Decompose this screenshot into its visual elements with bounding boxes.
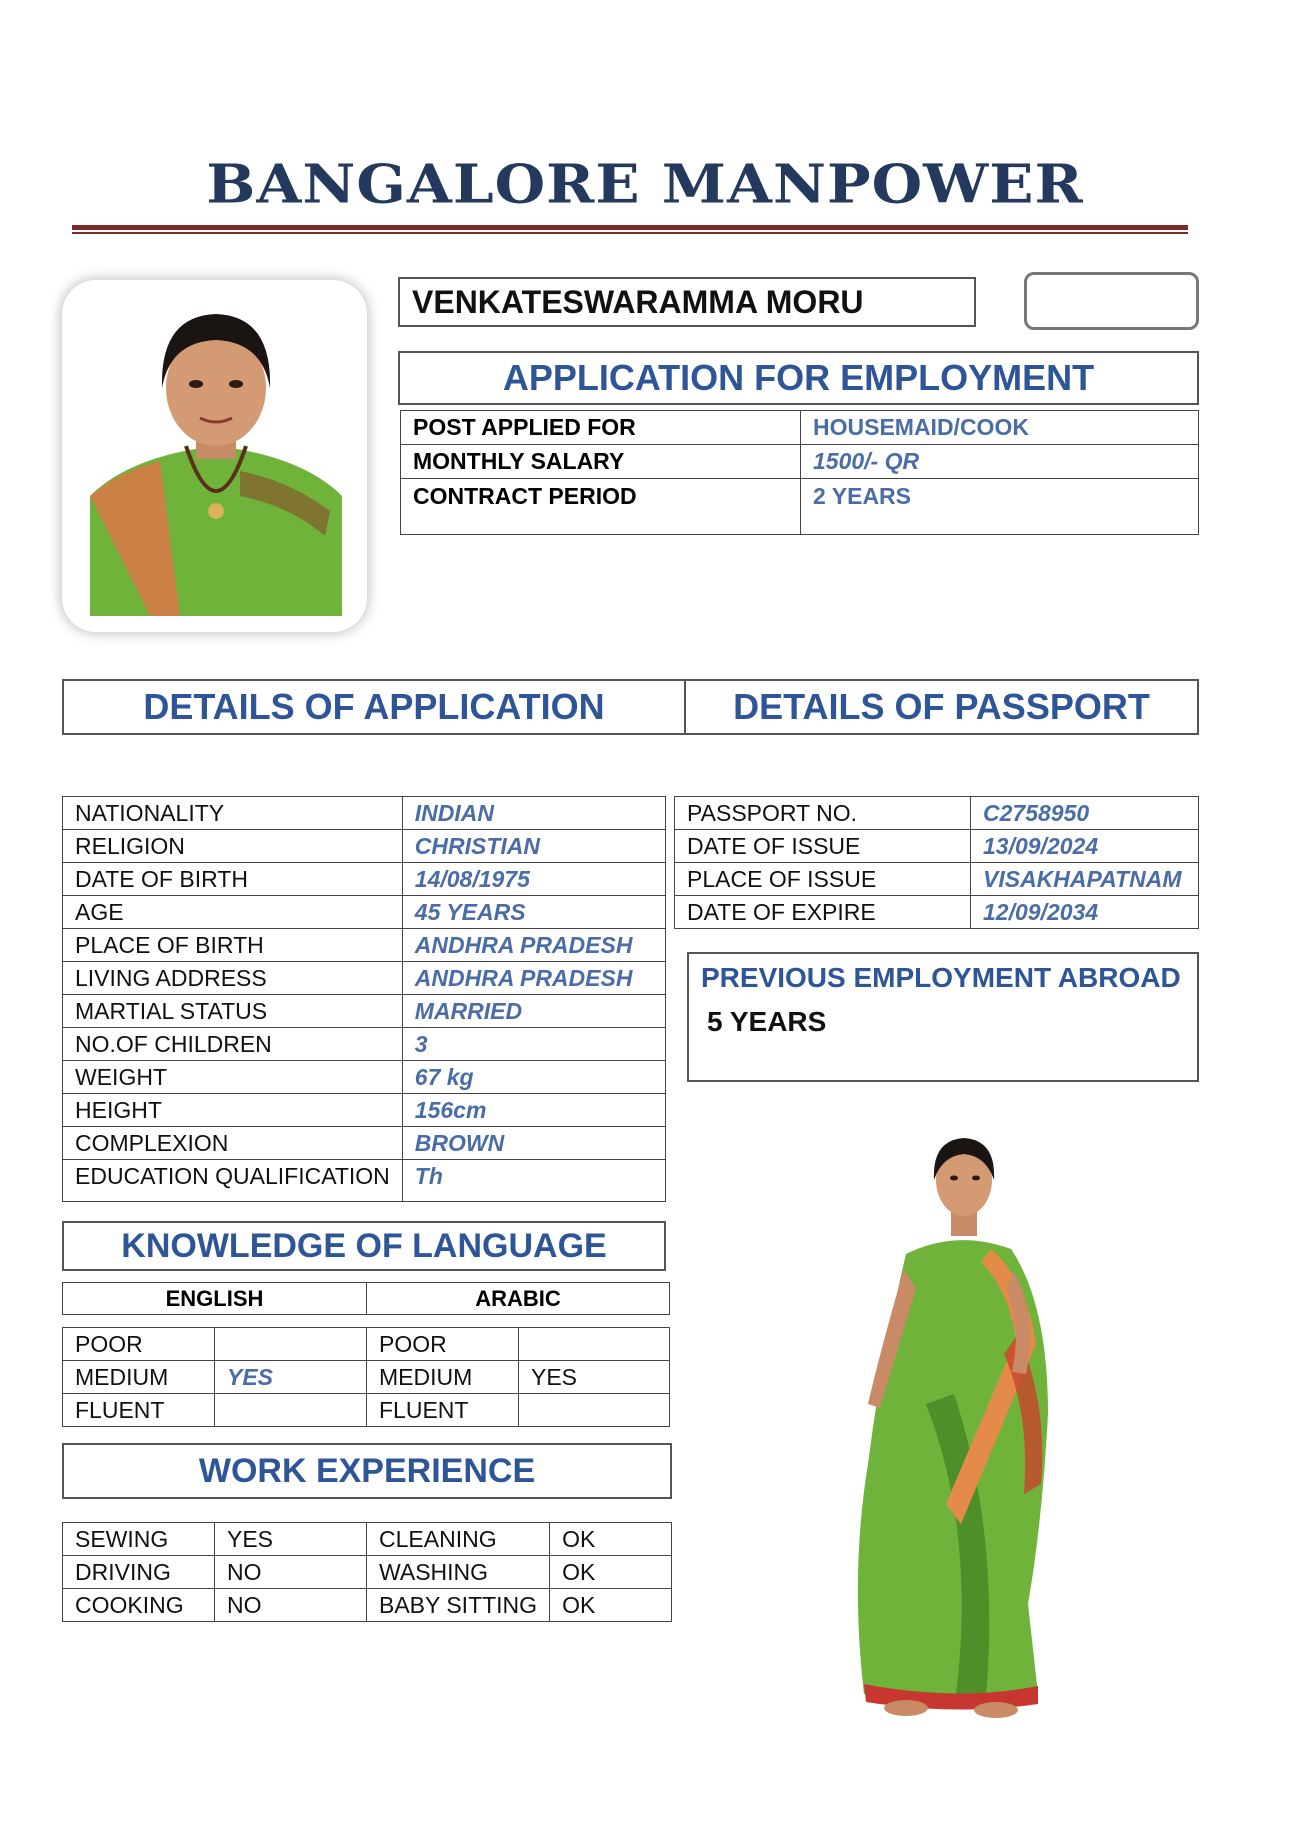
arabic-header: ARABIC bbox=[367, 1283, 670, 1315]
skill-label: COOKING bbox=[63, 1589, 215, 1622]
language-header-table bbox=[62, 1282, 670, 1315]
table-row bbox=[63, 995, 666, 1028]
table-row bbox=[63, 1589, 672, 1622]
table-row bbox=[63, 962, 666, 995]
detail-value: CHRISTIAN bbox=[402, 830, 665, 863]
skill-value: OK bbox=[550, 1589, 672, 1622]
table-row bbox=[63, 863, 666, 896]
skill-label: BABY SITTING bbox=[367, 1589, 550, 1622]
detail-value: ANDHRA PRADESH bbox=[402, 962, 665, 995]
detail-value: BROWN bbox=[402, 1127, 665, 1160]
table-row bbox=[63, 1556, 672, 1589]
company-title: BANGALORE MANPOWER bbox=[206, 152, 1084, 216]
table-row bbox=[63, 1061, 666, 1094]
language-section-title: KNOWLEDGE OF LANGUAGE bbox=[62, 1221, 666, 1271]
english-level: POOR bbox=[63, 1328, 215, 1361]
table-row bbox=[63, 1394, 670, 1427]
table-row bbox=[63, 1523, 672, 1556]
detail-value: 3 bbox=[402, 1028, 665, 1061]
detail-label: PLACE OF BIRTH bbox=[63, 929, 403, 962]
table-row bbox=[675, 896, 1199, 929]
table-row bbox=[63, 1028, 666, 1061]
details-header bbox=[62, 679, 1199, 735]
post-label: POST APPLIED FOR bbox=[401, 411, 801, 445]
english-level: FLUENT bbox=[63, 1394, 215, 1427]
table-row bbox=[401, 411, 1199, 445]
arabic-level: MEDIUM bbox=[367, 1361, 519, 1394]
detail-value: 67 kg bbox=[402, 1061, 665, 1094]
previous-employment-box bbox=[687, 952, 1199, 1082]
detail-label: MARTIAL STATUS bbox=[63, 995, 403, 1028]
application-section-title: DETAILS OF APPLICATION bbox=[143, 686, 605, 727]
table-row bbox=[63, 1361, 670, 1394]
arabic-value bbox=[519, 1394, 670, 1427]
english-value bbox=[215, 1394, 367, 1427]
passport-label: DATE OF EXPIRE bbox=[675, 896, 971, 929]
passport-value: C2758950 bbox=[971, 797, 1199, 830]
work-experience-table bbox=[62, 1522, 672, 1622]
portrait-photo-frame bbox=[62, 280, 367, 632]
table-row bbox=[63, 1328, 670, 1361]
table-row bbox=[401, 445, 1199, 479]
table-row bbox=[63, 797, 666, 830]
full-body-photo bbox=[786, 1104, 1108, 1730]
english-header: ENGLISH bbox=[63, 1283, 367, 1315]
table-row bbox=[63, 1283, 670, 1315]
detail-label: WEIGHT bbox=[63, 1061, 403, 1094]
header-rule bbox=[72, 225, 1188, 230]
detail-label: AGE bbox=[63, 896, 403, 929]
arabic-value: YES bbox=[519, 1361, 670, 1394]
passport-label: PASSPORT NO. bbox=[675, 797, 971, 830]
passport-value: 12/09/2034 bbox=[971, 896, 1199, 929]
arabic-level: POOR bbox=[367, 1328, 519, 1361]
arabic-level: FLUENT bbox=[367, 1394, 519, 1427]
portrait-photo bbox=[90, 296, 342, 616]
contract-value: 2 YEARS bbox=[801, 479, 1199, 535]
english-level: MEDIUM bbox=[63, 1361, 215, 1394]
detail-label: DATE OF BIRTH bbox=[63, 863, 403, 896]
detail-label: NATIONALITY bbox=[63, 797, 403, 830]
table-row bbox=[63, 929, 666, 962]
skill-value: OK bbox=[550, 1556, 672, 1589]
applicant-name: VENKATESWARAMMA MORU bbox=[398, 277, 976, 327]
detail-label: NO.OF CHILDREN bbox=[63, 1028, 403, 1061]
salary-label: MONTHLY SALARY bbox=[401, 445, 801, 479]
detail-value: 156cm bbox=[402, 1094, 665, 1127]
table-row bbox=[401, 479, 1199, 535]
skill-value: OK bbox=[550, 1523, 672, 1556]
english-value bbox=[215, 1328, 367, 1361]
previous-employment-value: 5 YEARS bbox=[707, 1006, 827, 1037]
detail-value: ANDHRA PRADESH bbox=[402, 929, 665, 962]
table-row bbox=[63, 1094, 666, 1127]
table-row bbox=[675, 863, 1199, 896]
skill-value: NO bbox=[215, 1556, 367, 1589]
table-row bbox=[675, 830, 1199, 863]
passport-details-table bbox=[674, 796, 1199, 929]
detail-label: HEIGHT bbox=[63, 1094, 403, 1127]
skill-label: CLEANING bbox=[367, 1523, 550, 1556]
salary-value: 1500/- QR bbox=[801, 445, 1199, 479]
post-value: HOUSEMAID/COOK bbox=[801, 411, 1199, 445]
detail-label: LIVING ADDRESS bbox=[63, 962, 403, 995]
reference-box bbox=[1024, 272, 1199, 330]
header-rule-thin bbox=[72, 232, 1188, 234]
application-details-table bbox=[62, 796, 666, 1202]
arabic-value bbox=[519, 1328, 670, 1361]
language-table bbox=[62, 1327, 670, 1427]
english-value: YES bbox=[215, 1361, 367, 1394]
detail-label: EDUCATION QUALIFICATION bbox=[63, 1160, 403, 1202]
table-row bbox=[63, 830, 666, 863]
previous-employment-title: PREVIOUS EMPLOYMENT ABROAD bbox=[701, 962, 1181, 993]
detail-label: COMPLEXION bbox=[63, 1127, 403, 1160]
table-row bbox=[63, 1127, 666, 1160]
detail-value: 14/08/1975 bbox=[402, 863, 665, 896]
contract-label: CONTRACT PERIOD bbox=[401, 479, 801, 535]
detail-value: INDIAN bbox=[402, 797, 665, 830]
table-row bbox=[675, 797, 1199, 830]
detail-label: RELIGION bbox=[63, 830, 403, 863]
skill-value: NO bbox=[215, 1589, 367, 1622]
skill-label: SEWING bbox=[63, 1523, 215, 1556]
passport-section-title: DETAILS OF PASSPORT bbox=[733, 686, 1150, 727]
passport-label: PLACE OF ISSUE bbox=[675, 863, 971, 896]
application-title: APPLICATION FOR EMPLOYMENT bbox=[398, 351, 1199, 405]
detail-value: 45 YEARS bbox=[402, 896, 665, 929]
passport-value: 13/09/2024 bbox=[971, 830, 1199, 863]
skill-label: WASHING bbox=[367, 1556, 550, 1589]
skill-label: DRIVING bbox=[63, 1556, 215, 1589]
table-row bbox=[63, 896, 666, 929]
post-table bbox=[400, 410, 1199, 535]
passport-value: VISAKHAPATNAM bbox=[971, 863, 1199, 896]
skill-value: YES bbox=[215, 1523, 367, 1556]
work-experience-title: WORK EXPERIENCE bbox=[62, 1443, 672, 1499]
table-row bbox=[63, 1160, 666, 1202]
detail-value: Th bbox=[402, 1160, 665, 1202]
detail-value: MARRIED bbox=[402, 995, 665, 1028]
passport-label: DATE OF ISSUE bbox=[675, 830, 971, 863]
